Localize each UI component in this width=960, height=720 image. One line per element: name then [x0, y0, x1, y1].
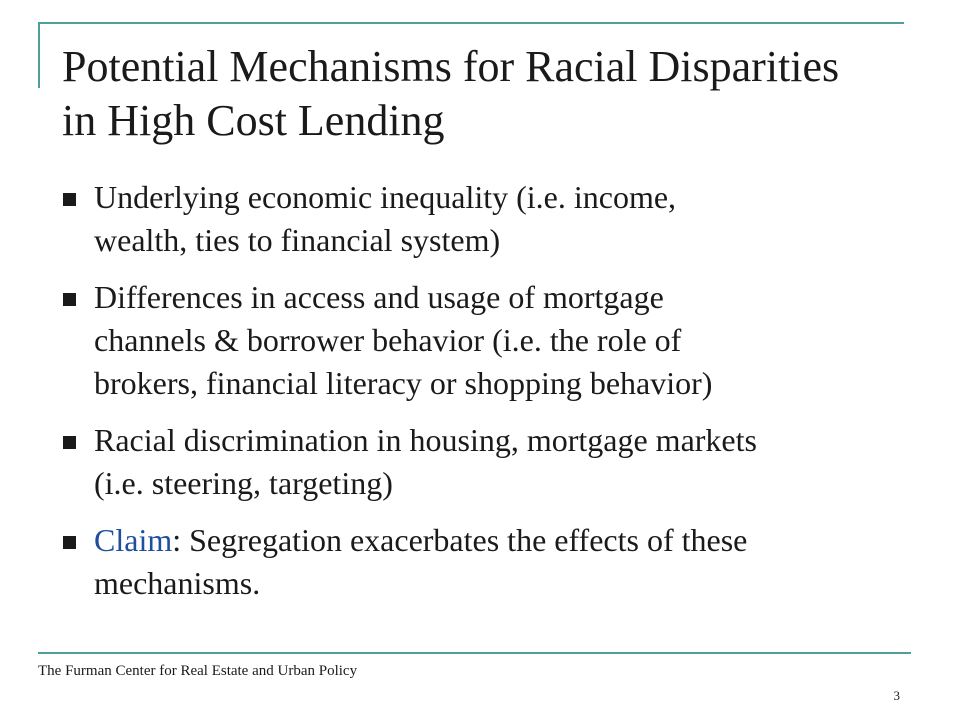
square-bullet-icon — [63, 536, 76, 549]
bullet-2-line-1: Differences in access and usage of mortgage — [94, 279, 664, 315]
bullet-economic-inequality — [0, 176, 960, 262]
bullet-list — [0, 176, 960, 619]
bullet-3-line-2: (i.e. steering, targeting) — [94, 465, 393, 501]
top-rule — [38, 22, 904, 24]
slide-title-line-1: Potential Mechanisms for Racial Disparities — [62, 42, 840, 91]
bullet-racial-discrimination — [0, 419, 960, 505]
bullet-3-line-1: Racial discrimination in housing, mortgage markets — [94, 422, 757, 458]
bullet-1-line-2: wealth, ties to financial system) — [94, 222, 501, 258]
bullet-2-line-2: channels & borrower behavior (i.e. the role of — [94, 322, 682, 358]
square-bullet-icon — [63, 293, 76, 306]
left-rule — [38, 22, 40, 88]
bullet-1-line-1: Underlying economic inequality (i.e. income, — [94, 179, 677, 215]
bullet-access-and-usage — [0, 276, 960, 405]
bullet-4-line-1: : Segregation exacerbates the effects of these — [172, 522, 748, 558]
bullet-4-line-2: mechanisms. — [94, 565, 261, 601]
footer-organization: The Furman Center for Real Estate and Urban Policy — [38, 663, 358, 679]
square-bullet-icon — [63, 436, 76, 449]
slide-title-line-2: in High Cost Lending — [62, 96, 445, 145]
bullet-2-line-3: brokers, financial literacy or shopping behavior) — [94, 365, 713, 401]
bullet-claim-segregation — [0, 519, 960, 605]
page-number: 3 — [893, 688, 900, 703]
claim-label: Claim — [94, 522, 173, 558]
slide-title — [62, 40, 922, 148]
square-bullet-icon — [63, 193, 76, 206]
footer-rule — [38, 652, 911, 654]
